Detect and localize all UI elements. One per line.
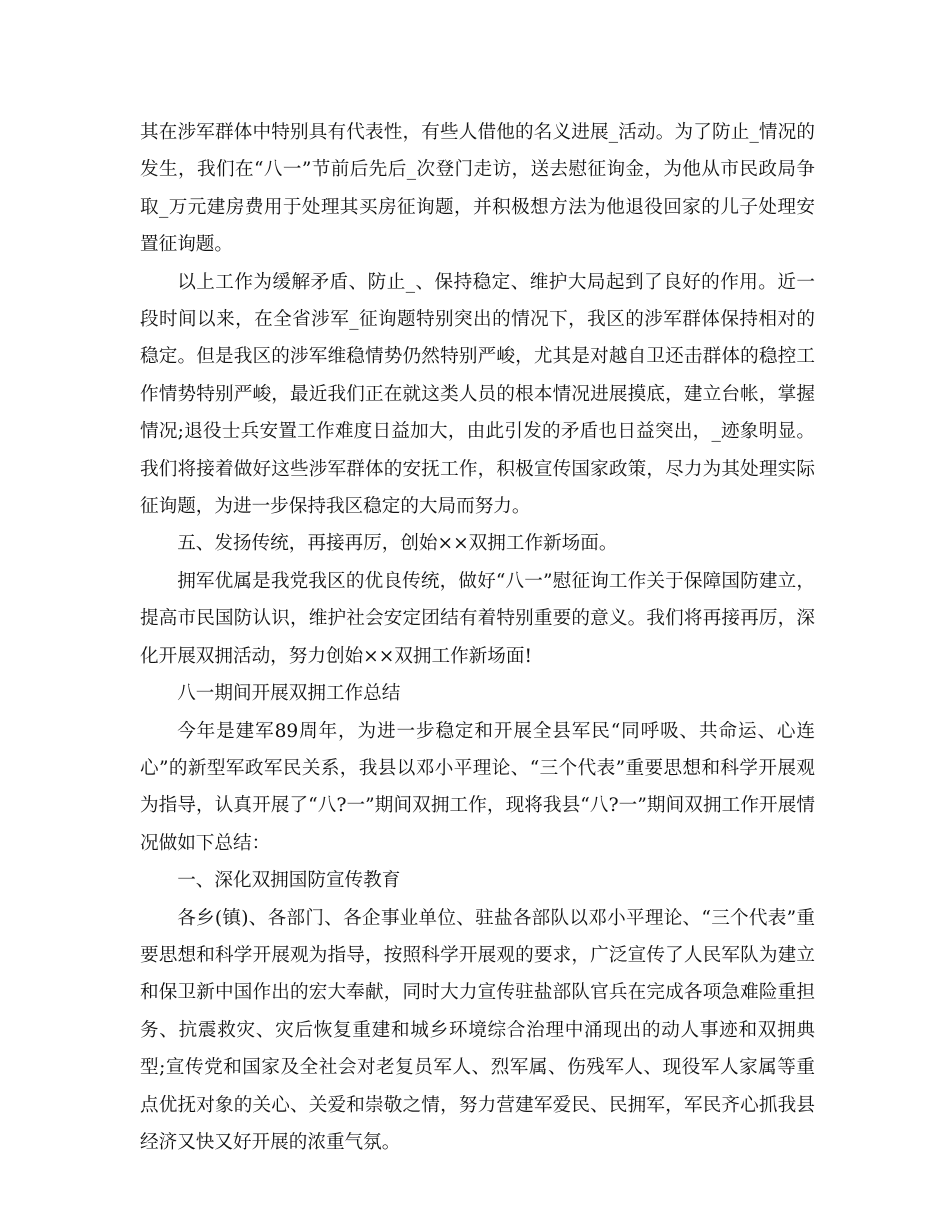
document-title: 八一期间开展双拥工作总结 [177, 683, 401, 705]
section-heading: 五、发扬传统，再接再厉，创始××双拥工作新场面。 [177, 533, 618, 555]
paragraph: 其在涉军群体中特别具有代表性，有些人借他的名义进展_活动。为了防止_情况的发生，我们在“八一”节前后先后_次登门走访，送去慰征询金，为他从市民政局争取_万元建房费用于处理其买房征询题，并积极想方法为他退役回家的儿子处理安置征询题。 [140, 122, 815, 256]
paragraph: 今年是建军89周年，为进一步稳定和开展全县军民“同呼吸、共命运、心连心”的新型军政军民关系，我县以邓小平理论、“三个代表”重要思想和科学开展观为指导，认真开展了“八?一”期间双拥工作，现将我县“八?一”期间双拥工作开展情况做如下总结： [140, 720, 815, 854]
section-heading: 一、深化双拥国防宣传教育 [177, 870, 401, 892]
paragraph: 各乡(镇)、各部门、各企事业单位、驻盐各部队以邓小平理论、“三个代表”重要思想和科学开展观为指导，按照科学开展观的要求，广泛宣传了人民军队为建立和保卫新中国作出的宏大奉献，同时大力宣传驻盐部队官兵在完成各项急难险重担务、抗震救灾、灾后恢复重建和城乡环境综合治理中涌现出的动人事迹和双拥典型;宣传党和国家及全社会对老复员军人、烈军属、伤残军人、现役军人家属等重点优抚对象的关心、关爱和崇敬之情，努力营建军爱民、民拥军，军民齐心抓我县经济又快又好开展的浓重气氛。 [140, 907, 815, 1153]
document-body [140, 114, 815, 1161]
paragraph: 拥军优属是我党我区的优良传统，做好“八一”慰征询工作关于保障国防建立，提高市民国防认识，维护社会安定团结有着特别重要的意义。我们将再接再厉，深化开展双拥活动，努力创始××双拥工作新场面! [140, 570, 815, 667]
paragraph: 以上工作为缓解矛盾、防止_、保持稳定、维护大局起到了良好的作用。近一段时间以来，在全省涉军_征询题特别突出的情况下，我区的涉军群体保持相对的稳定。但是我区的涉军维稳情势仍然特别严峻，尤其是对越自卫还击群体的稳控工作情势特别严峻，最近我们正在就这类人员的根本情况进展摸底，建立台帐，掌握情况;退役士兵安置工作难度日益加大，由此引发的矛盾也日益突出，_迹象明显。我们将接着做好这些涉军群体的安抚工作，积极宣传国家政策，尽力为其处理实际征询题，为进一步保持我区稳定的大局而努力。 [140, 271, 815, 518]
